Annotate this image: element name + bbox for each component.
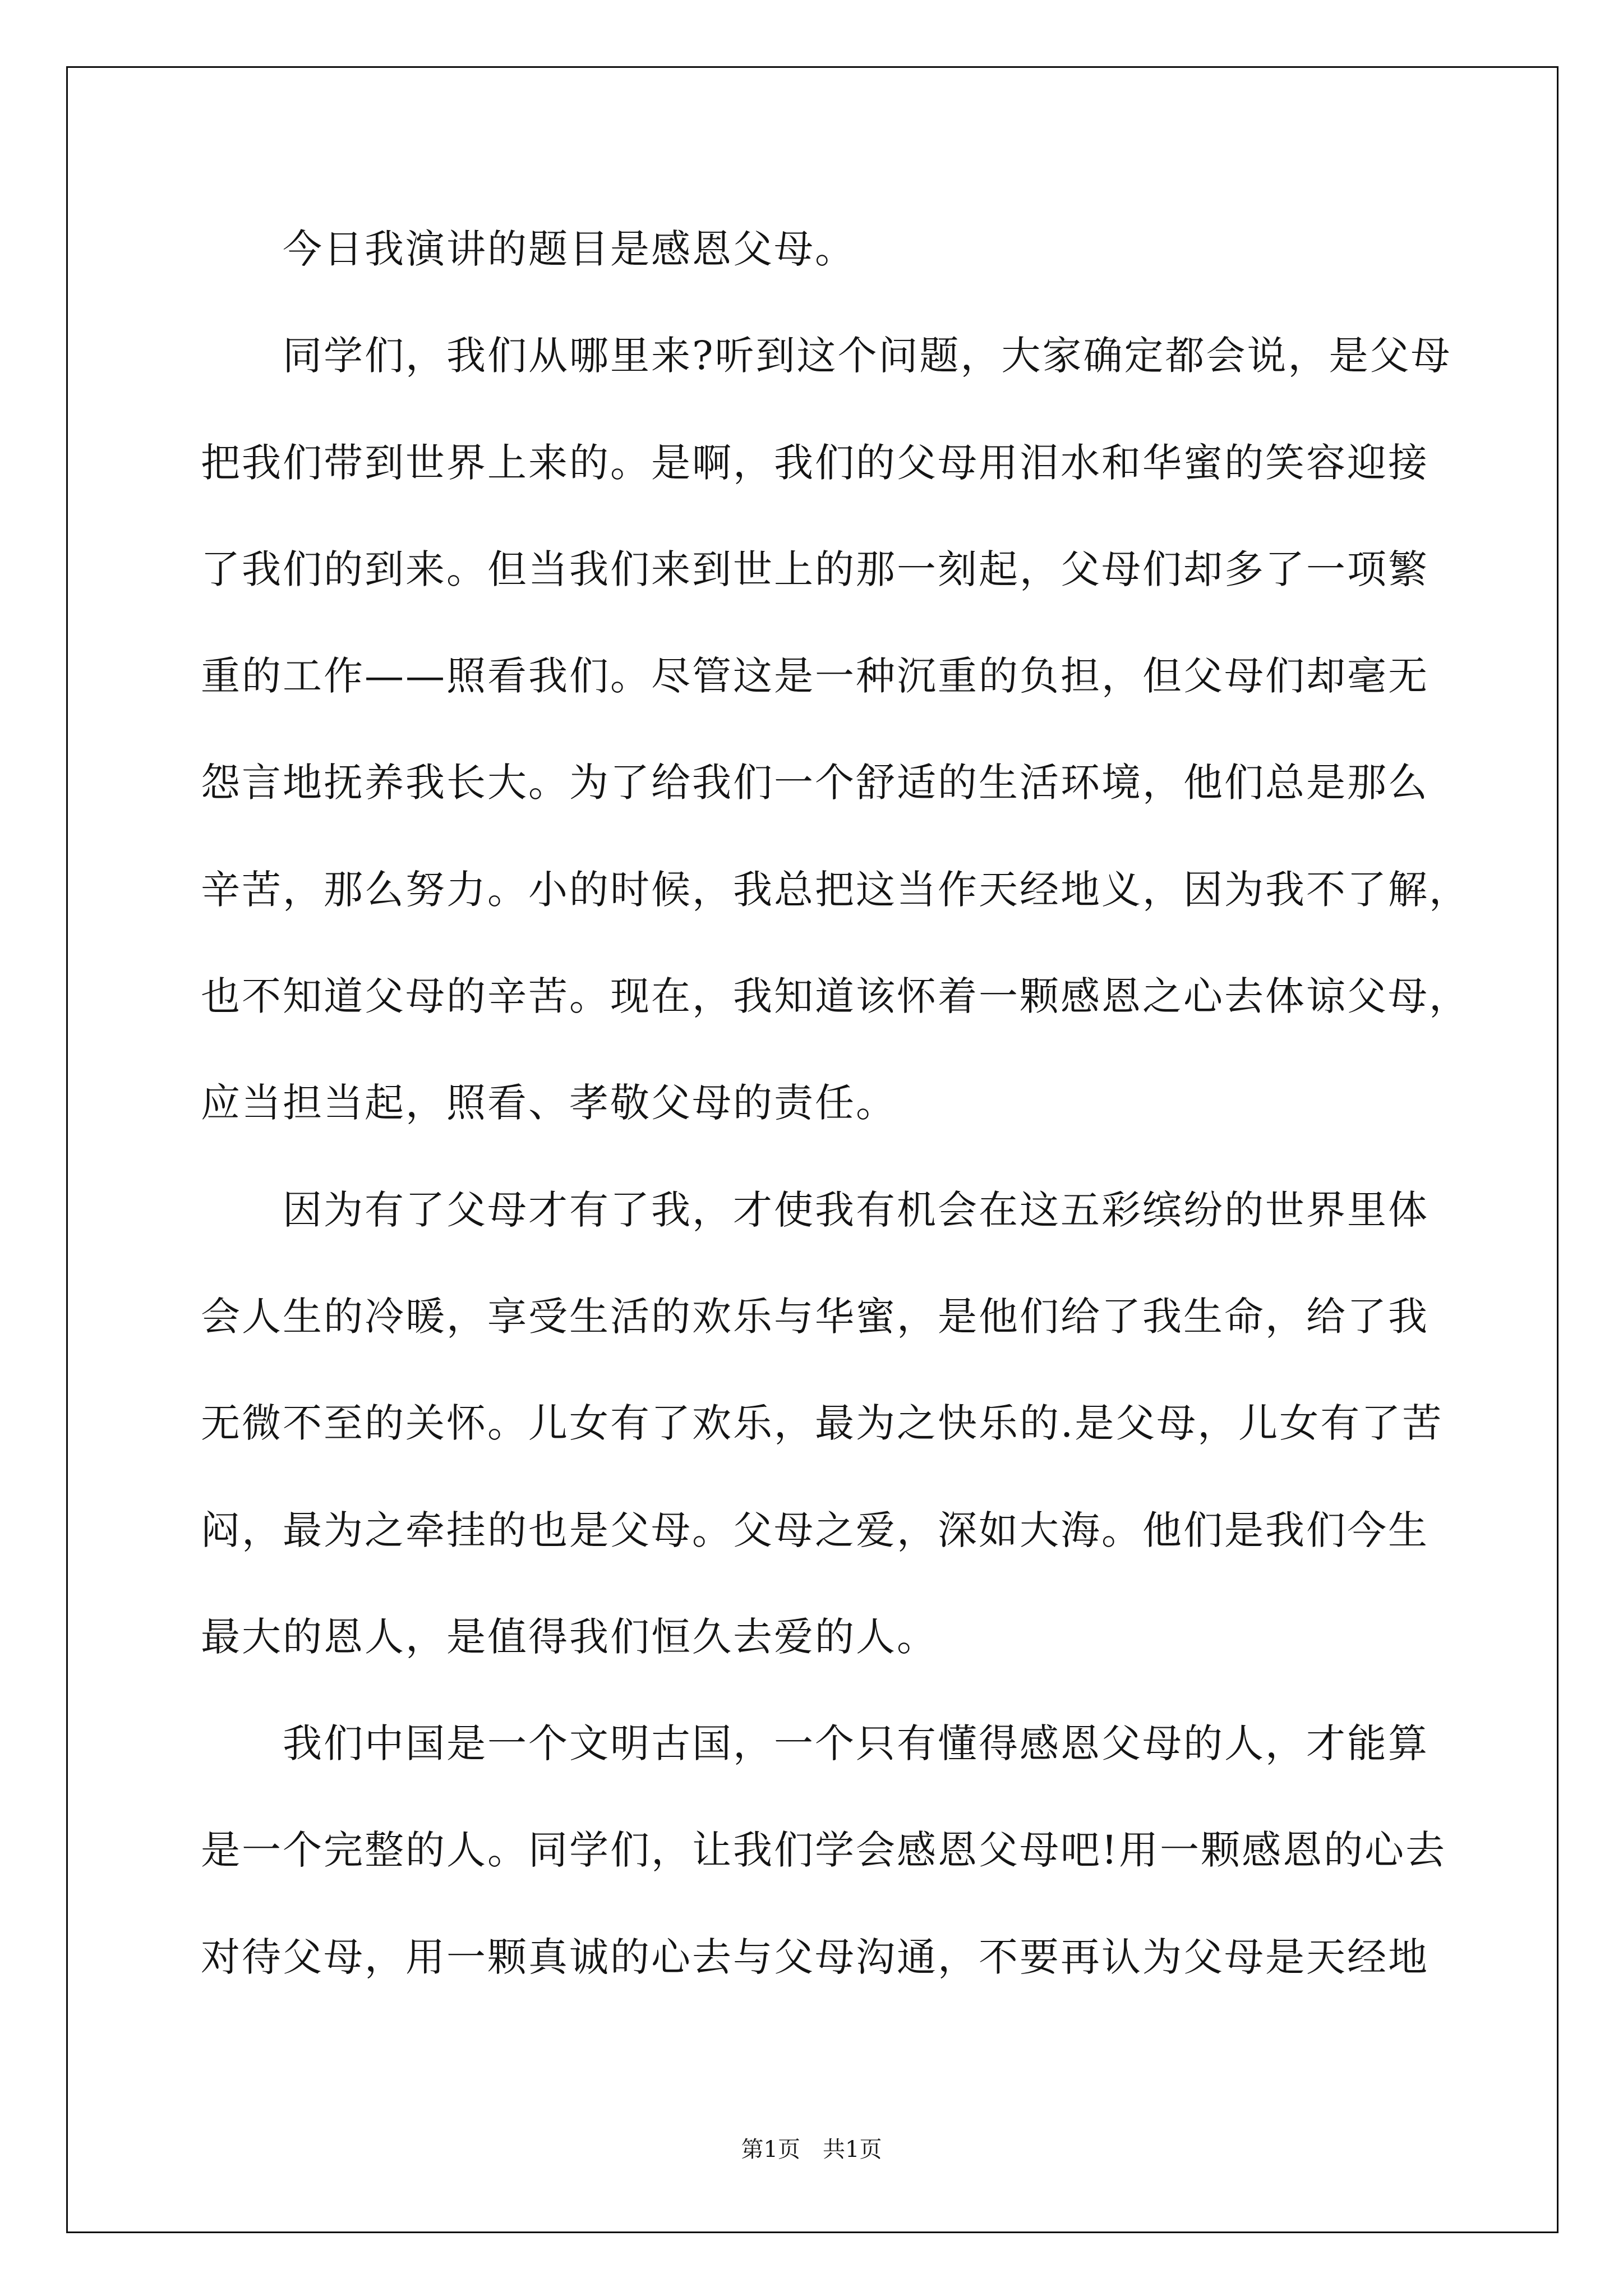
text-line: 会人生的冷暖，享受生活的欢乐与华蜜，是他们给了我生命，给了我: [201, 1293, 1429, 1340]
text-line: 辛苦，那么努力。小的时候，我总把这当作天经地义，因为我不了解，: [201, 866, 1470, 913]
page-total: 共1页: [823, 2137, 882, 2162]
paragraph: [201, 1157, 1491, 1690]
text-line: 也不知道父母的辛苦。现在，我知道该怀着一颗感恩之心去体谅父母，: [201, 973, 1470, 1020]
text-line: 把我们带到世界上来的。是啊，我们的父母用泪水和华蜜的笑容迎接: [201, 439, 1429, 486]
text-line: 对待父母，用一颗真诚的心去与父母沟通，不要再认为父母是天经地: [201, 1934, 1429, 1980]
text-line: 重的工作——照看我们。尽管这是一种沉重的负担，但父母们却毫无: [201, 653, 1429, 700]
text-line: 因为有了父母才有了我，才使我有机会在这五彩缤纷的世界里体: [283, 1186, 1429, 1233]
text-line: 我们中国是一个文明古国，一个只有懂得感恩父母的人，才能算: [283, 1720, 1429, 1767]
page-footer: [0, 2135, 1623, 2164]
page-number: 第1页: [741, 2137, 800, 2162]
text-line: 是一个完整的人。同学们，让我们学会感恩父母吧!用一颗感恩的心去: [201, 1827, 1447, 1874]
text-line: 应当担当起，照看、孝敬父母的责任。: [201, 1080, 897, 1126]
paragraph: [201, 302, 1491, 1156]
text-line: 同学们，我们从哪里来?听到这个问题，大家确定都会说，是父母: [283, 333, 1452, 379]
text-line: 无微不至的关怀。儿女有了欢乐，最为之快乐的.是父母，儿女有了苦: [201, 1400, 1444, 1447]
text-line: 了我们的到来。但当我们来到世上的那一刻起，父母们却多了一项繁: [201, 546, 1429, 592]
text-line: 怨言地抚养我长大。为了给我们一个舒适的生活环境，他们总是那么: [201, 760, 1429, 806]
text-line: 今日我演讲的题目是感恩父母。: [283, 226, 856, 272]
text-line: 最大的恩人，是值得我们恒久去爱的人。: [201, 1613, 938, 1660]
paragraph: [201, 196, 1491, 302]
text-line: 闷，最为之牵挂的也是父母。父母之爱，深如大海。他们是我们今生: [201, 1507, 1429, 1553]
document-body: [201, 196, 1491, 2010]
paragraph: [201, 1690, 1491, 2010]
